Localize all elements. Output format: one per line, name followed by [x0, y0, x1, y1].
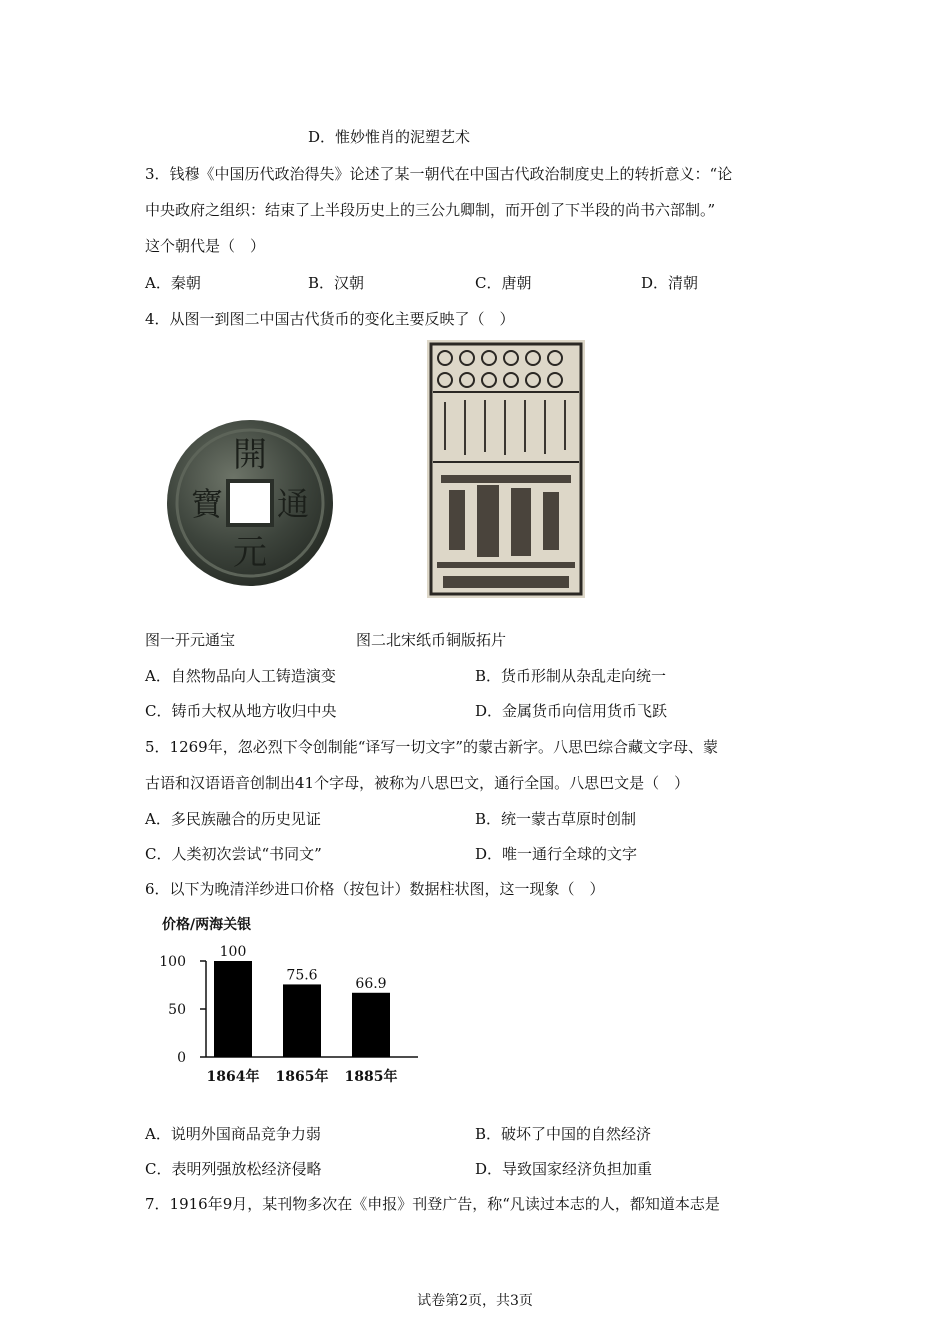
- q4-caption-figure2: 图二北宋纸币铜版拓片: [356, 631, 507, 649]
- chart-bar: [352, 993, 390, 1057]
- coin-char-top: 開: [233, 435, 267, 475]
- q7-stem-line1: 7．1916年9月，某刊物多次在《申报》刊登广告，称“凡读过本志的人，都知道本志是: [145, 1195, 720, 1213]
- q6-option-a: A．说明外国商品竞争力弱: [145, 1125, 321, 1143]
- q6-option-c: C．表明列强放松经济侵略: [145, 1160, 322, 1178]
- chart-category-label: 1864年: [206, 1069, 260, 1085]
- q6-option-d: D．导致国家经济负担加重: [475, 1160, 653, 1178]
- q4-option-a: A．自然物品向人工铸造演变: [145, 667, 336, 685]
- q3-option-c: C．唐朝: [475, 274, 532, 292]
- chart-category-label: 1885年: [344, 1069, 398, 1085]
- chart-ytick-label: 100: [159, 954, 186, 970]
- chart-value-label: 75.6: [286, 967, 318, 984]
- q3-option-a: A．秦朝: [145, 274, 201, 292]
- q4-option-d: D．金属货币向信用货币飞跃: [475, 702, 668, 720]
- coin-char-left: 寶: [190, 485, 224, 523]
- chart-title: 价格/两海关银: [162, 917, 252, 933]
- q5-stem-line2: 古语和汉语语音创制出41个字母，被称为八思巴文，通行全国。八思巴文是（ ）: [145, 774, 690, 792]
- q3-stem-line3: 这个朝代是（ ）: [145, 237, 266, 255]
- q2-option-d: D．惟妙惟肖的泥塑艺术: [308, 128, 471, 146]
- page-footer: 试卷第2页，共3页: [417, 1293, 533, 1309]
- q5-option-b: B．统一蒙古草原时创制: [475, 810, 637, 828]
- q5-option-d: D．唯一通行全球的文字: [475, 845, 638, 863]
- chart-ytick-label: 50: [168, 1002, 186, 1018]
- q4-option-c: C．铸币大权从地方收归中央: [145, 702, 337, 720]
- q3-option-b: B．汉朝: [308, 274, 365, 292]
- q4-stem: 4．从图一到图二中国古代货币的变化主要反映了（ ）: [145, 310, 515, 328]
- yarn-price-bar-chart: [150, 905, 430, 1095]
- chart-bar: [283, 984, 321, 1057]
- chart-category-label: 1865年: [275, 1069, 329, 1085]
- chart-ytick-label: 0: [177, 1050, 186, 1066]
- q6-option-b: B．破坏了中国的自然经济: [475, 1125, 652, 1143]
- q5-option-c: C．人类初次尝试“书同文”: [145, 845, 322, 863]
- q3-option-d: D．清朝: [641, 274, 699, 292]
- jiaozi-rubbing-image: [427, 340, 585, 598]
- q5-option-a: A．多民族融合的历史见证: [145, 810, 321, 828]
- q5-stem-line1: 5．1269年，忽必烈下令创制能“译写一切文字”的蒙古新字。八思巴综合藏文字母、蒙: [145, 738, 719, 756]
- kaiyuan-coin-image: [165, 418, 335, 588]
- chart-bar: [214, 961, 252, 1057]
- chart-value-label: 100: [219, 944, 247, 960]
- coin-char-bottom: 元: [233, 533, 267, 573]
- q3-stem-line2: 中央政府之组织：结束了上半段历史上的三公九卿制，而开创了下半段的尚书六部制。”: [145, 201, 716, 219]
- chart-value-label: 66.9: [355, 975, 387, 992]
- q3-stem-line1: 3．钱穆《中国历代政治得失》论述了某一朝代在中国古代政治制度史上的转折意义：“论: [145, 165, 733, 183]
- q6-stem: 6．以下为晚清洋纱进口价格（按包计）数据柱状图，这一现象（ ）: [145, 880, 605, 898]
- q4-caption-figure1: 图一开元通宝: [145, 631, 236, 649]
- q4-option-b: B．货币形制从杂乱走向统一: [475, 667, 667, 685]
- coin-char-right: 通: [276, 485, 310, 523]
